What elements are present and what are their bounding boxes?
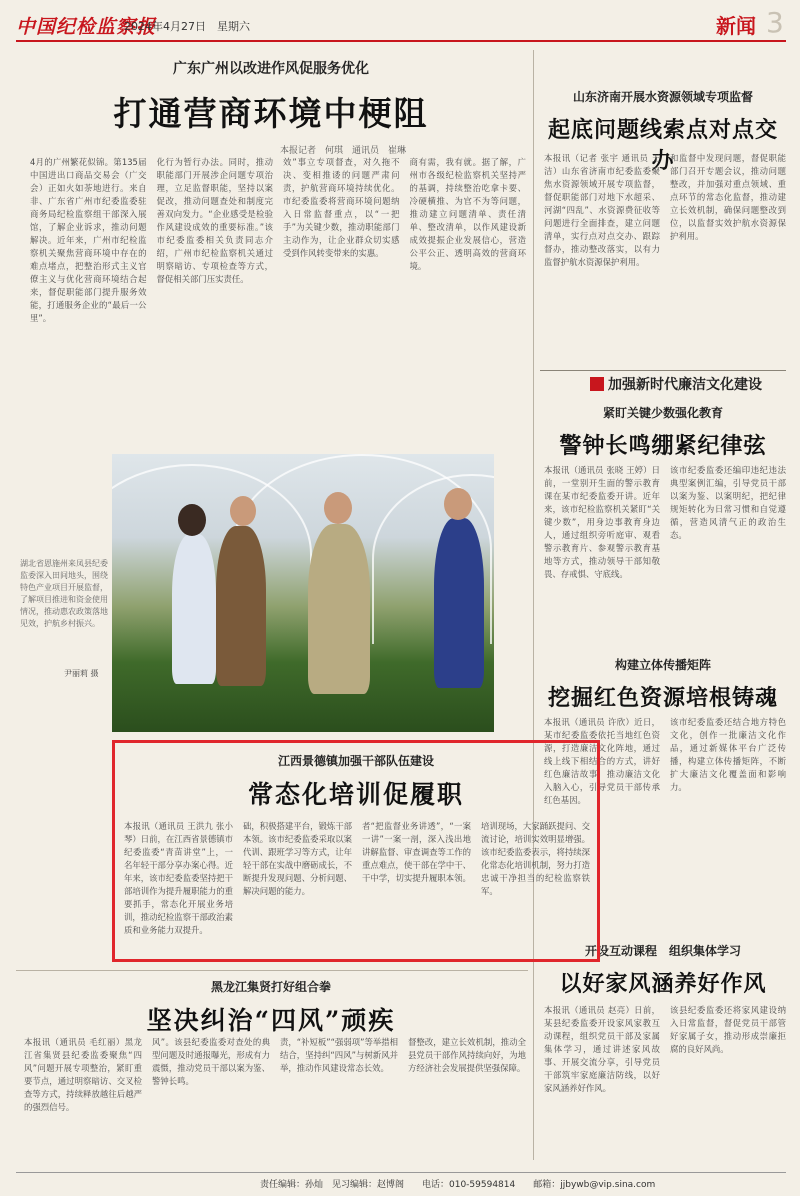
- redroots-header: [540, 656, 786, 712]
- jingdezhen-col-4: 培训现场，大家踊跃提问、交流讨论，培训实效明显增强。该市纪委监委表示，将持续深化常态化培训机制，努力打造忠诚干净担当的纪检监察铁军。: [481, 821, 590, 896]
- jingdezhen-col-2: 础，积极搭建平台，锻炼干部本领。该市纪委监委采取以案代训、跟班学习等方式，让年轻干部在实战中磨砺成长，不断提升发现问题、分析问题、解决问题的能力。: [243, 821, 352, 896]
- alarm-header: [540, 404, 786, 460]
- alarm-kicker: 紧盯关键少数强化教育: [602, 406, 723, 420]
- lead-headline: 打通营商环境中梗阻: [113, 94, 429, 133]
- banner-rule: [540, 370, 786, 371]
- lead-article-body: [30, 156, 526, 446]
- column-divider: [533, 50, 534, 1160]
- family-col-2: 该县纪委监委还将家风建设纳入日常监督，督促党员干部管好家属子女，推动形成崇廉拒腐的良好风尚。: [670, 1005, 786, 1054]
- heilongjiang-col-1: 本报讯（通讯员 毛红丽）黑龙江省集贤县纪委监委聚焦“四风”问题开展专项整治，紧盯重要节点，通过明察暗访、交叉检查等方式，持续释放越往后越严的强烈信号。: [24, 1037, 142, 1112]
- heilongjiang-col-2: 风”。该县纪委监委对查处的典型问题及时通报曝光，形成有力震慑，推动党员干部以案为鉴、警钟长鸣。: [152, 1037, 270, 1086]
- jinan-col-2: 和监督中发现问题，督促职能部门召开专题会议，推动问题整改，并加强对重点领域、重点环节的常态化监督，推动建立长效机制，确保问题整改到位，以监督实效护航水资源保护利用。: [670, 153, 786, 241]
- person-figure: [216, 526, 266, 686]
- person-figure: [172, 534, 216, 684]
- family-body: [544, 1004, 786, 1164]
- alarm-col-2: 该市纪委监委还编印违纪违法典型案例汇编，引导党员干部以案为鉴、以案明纪，把纪律规矩转化为日常习惯和自觉遵循，营造风清气正的政治生态。: [670, 465, 786, 540]
- heilongjiang-body: [24, 1036, 526, 1164]
- jingdezhen-body: [124, 820, 590, 954]
- family-kicker: 开设互动课程 组织集体学习: [584, 944, 741, 958]
- person-head: [444, 488, 472, 520]
- section-title: 新闻: [716, 14, 756, 38]
- alarm-body: [544, 464, 786, 664]
- newspaper-logo: 中国纪检监察报: [16, 16, 157, 38]
- photo-caption: 湖北省恩施州来凤县纪委监委深入田间地头，围绕特色产业项目开展监督，了解项目推进和资金使用情况，推动惠农政策落地见效，护航乡村振兴。: [20, 559, 108, 628]
- redroots-headline: 挖掘红色资源培根铸魂: [547, 685, 778, 711]
- lead-article-header: [16, 58, 526, 156]
- jingdezhen-headline: 常态化培训促履职: [247, 780, 464, 809]
- jingdezhen-col-1: 本报讯（通讯员 王洪九 张小琴）日前，在江西省景德镇市纪委监委“青苗讲堂”上，一名年轻干部分享办案心得。近年来，该市纪委监委坚持把干部培训作为提升履职能力的重要抓手，常态化开展业务培训，推动纪检监察干部政治素质和业务能力双提升。: [124, 821, 233, 935]
- alarm-col-1: 本报讯（通讯员 张晓 王婷）日前，一堂别开生面的警示教育课在某市纪委监委开讲。近年来，该市纪检监察机关紧盯“关键少数”，用身边事教育身边人，通过组织旁听庭审、观看警示教育片、参观警示教育基地等方式，推动领导干部知敬畏、存戒惧、守底线。: [544, 465, 660, 579]
- masthead-rule: [16, 40, 786, 42]
- person-head: [178, 504, 206, 536]
- jingdezhen-header: [120, 752, 592, 811]
- column-banner-label: 加强新时代廉洁文化建设: [608, 377, 762, 393]
- jingdezhen-col-3: 者“把监督业务讲透”，“一案一讲”一案一剖，深入浅出地讲解监督、审查调查等工作的重点难点，使干部在学中干、干中学，切实提升履职本领。: [362, 821, 471, 883]
- lead-col-4: 商有需，我有就。据了解，广州市各级纪检监察机关坚持严的基调，持续整治吃拿卡要、冷硬横推、为官不为等问题，推动建立问题清单、责任清单、整改清单，以作风建设新成效提振企业发展信心，营造公平公正、透明高效的营商环境。: [409, 157, 526, 271]
- banner-marker-icon: [590, 377, 604, 391]
- jinan-body: [544, 152, 786, 358]
- news-photo: [112, 454, 494, 732]
- heilongjiang-col-4: 督整改，建立长效机制，推动全县党员干部作风持续向好，为地方经济社会发展提供坚强保障。: [408, 1037, 526, 1073]
- lead-col-3: 效”事立专项督查，对久拖不决、变相推诿的问题严肃问责，护航营商环境持续优化。市纪委监委将营商环境问题纳入日常监督重点，以“一把手”为关键少数，推动职能部门主动作为，让企业群众切实感受到作风转变带来的实惠。: [283, 157, 400, 258]
- heilongjiang-headline: 坚决纠治“四风”顽疾: [146, 1006, 396, 1035]
- lead-byline: 本报记者 何琪 通讯员 崔琳: [279, 146, 406, 156]
- photo-credit: 尹丽莉 摄: [64, 669, 99, 678]
- redroots-col-1: 本报讯（通讯员 许欣）近日，某市纪委监委依托当地红色资源，打造廉洁文化阵地，通过线上线下相结合的方式，讲好红色廉洁故事，推动廉洁文化入脑入心，引导党员干部传承红色基因。: [544, 717, 660, 805]
- jinan-col-1: 本报讯（记者 张宇 通讯员 王洁）山东省济南市纪委监委聚焦水资源领域开展专项监督，督促职能部门对地下水超采、河湖“四乱”、水资源费征收等问题进行全面排查，建立问题清单，实行点对点交办、跟踪督办，推动整改落实，以有力监督护航水资源保护利用。: [544, 153, 660, 267]
- family-headline: 以好家风涵养好作风: [559, 971, 767, 997]
- family-col-1: 本报讯（通讯员 赵亮）日前，某县纪委监委开设家风家教互动课程，组织党员干部及家属集体学习，通过讲述家风故事、开展交流分享，引导党员干部筑牢家庭廉洁防线，以好家风涵养好作风。: [544, 1005, 660, 1093]
- section-rule: [16, 970, 528, 971]
- column-banner: [590, 374, 762, 394]
- footer-rule: [16, 1172, 786, 1173]
- person-head: [324, 492, 352, 524]
- heilongjiang-header: [16, 978, 526, 1037]
- person-head: [230, 496, 256, 526]
- person-figure: [308, 524, 370, 694]
- lead-col-2: 化行为暂行办法。同时，推动职能部门开展涉企问题专项治理，立足监督职能，坚持以案促改，推动问题查处和制度完善双向发力。“企业感受是检验作风建设成效的重要标准。”该市纪委监委相关负责同志介绍，广州市纪检监察机关通过明察暗访、专项检查等方式，督促相关部门压实责任。: [156, 157, 273, 284]
- page-number: 3: [766, 6, 784, 39]
- heilongjiang-col-3: 责，“补短板”“强弱项”等举措相结合，坚持纠“四风”与树新风并举，推动作风建设常态长效。: [280, 1037, 398, 1073]
- jinan-headline: 起底问题线索点对点交办: [547, 117, 778, 174]
- jingdezhen-kicker: 江西景德镇加强干部队伍建设: [277, 754, 434, 768]
- issue-date: 2024年4月27日 星期六: [124, 20, 250, 33]
- lead-kicker: 广东广州以改进作风促服务优化: [173, 61, 369, 77]
- heilongjiang-kicker: 黑龙江集贤打好组合拳: [210, 980, 331, 994]
- person-figure: [434, 518, 484, 688]
- page-footer: 责任编辑：孙灿 见习编辑：赵博阁 电话：010-59594814 邮箱：jjbywb@vip.sina.com: [260, 1180, 656, 1190]
- redroots-col-2: 该市纪委监委还结合地方特色文化，创作一批廉洁文化作品，通过新媒体平台广泛传播，构建立体传播矩阵，不断扩大廉洁文化覆盖面和影响力。: [670, 717, 786, 792]
- alarm-headline: 警钟长鸣绷紧纪律弦: [559, 433, 767, 459]
- redroots-kicker: 构建立体传播矩阵: [614, 658, 711, 672]
- lead-col-1: 4月的广州繁花似锦。第135届中国进出口商品交易会（广交会）正如火如荼地进行。来自非、广东省广州市纪委监委驻商务局纪检监察组干部深入展馆，了解企业诉求，推动问题解决。近年来，广州市纪检监察机关聚焦营商环境中存在的难点堵点，把整治形式主义官僚主义与优化营商环境结合起来，督促职能部门提升服务效能，打通服务企业的“最后一公里”。: [30, 157, 147, 323]
- masthead: [16, 6, 786, 44]
- jinan-kicker: 山东济南开展水资源领域专项监督: [572, 90, 753, 104]
